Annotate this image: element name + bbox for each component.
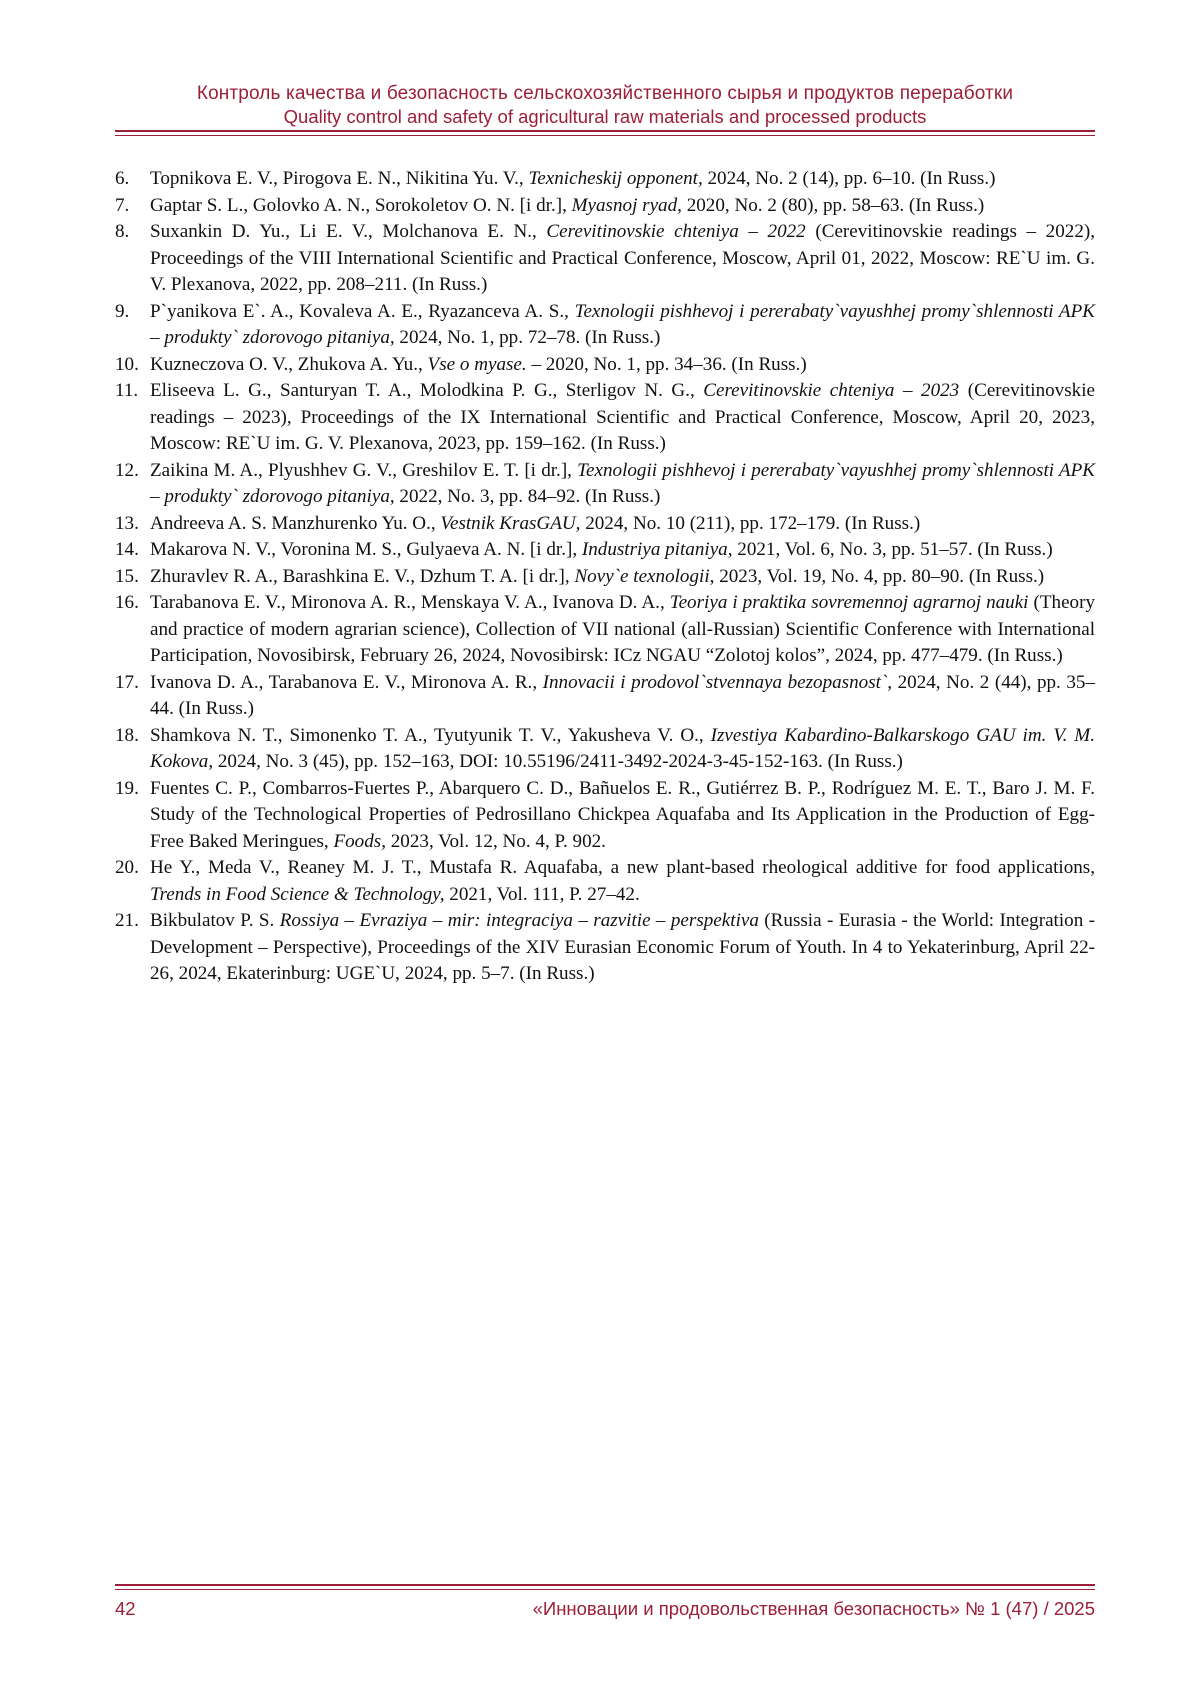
header-title-ru: Контроль качества и безопасность сельскохозяйственного сырья и продуктов переработки <box>196 83 1014 104</box>
header-rule-bottom <box>115 135 1095 136</box>
reference-authors: Bikbulatov P. S. <box>150 910 280 931</box>
reference-number: 11. <box>115 380 139 401</box>
reference-item <box>115 723 1095 776</box>
reference-source: Cerevitinovskie chteniya – 2023 <box>703 380 960 401</box>
reference-authors: Kuzneczova O. V., Zhukova A. Yu., <box>150 353 428 375</box>
reference-source: Izvestiya Kabardino-Balkarskogo GAU im. V. M. Kokova, <box>150 724 1095 772</box>
reference-authors: P`yanikova E`. A., Kovaleva A. E., Ryazanceva A. S., <box>150 300 575 322</box>
reference-details: 2021, Vol. 111, P. 27–42. <box>444 883 640 905</box>
reference-number: 18. <box>115 724 139 746</box>
reference-item <box>115 219 1095 299</box>
reference-authors: Zhuravlev R. A., Barashkina E. V., Dzhum T. A. [i dr.], <box>150 565 575 587</box>
footer-rule-top <box>115 1584 1095 1586</box>
reference-details: , 2023, Vol. 19, No. 4, pp. 80–90. (In Russ.) <box>709 565 1045 587</box>
reference-authors: Gaptar S. L., Golovko A. N., Sorokoletov O. N. [i dr.], <box>150 194 572 216</box>
reference-item <box>115 299 1095 352</box>
reference-source: Vestnik KrasGAU, <box>440 512 581 534</box>
reference-details: 2024, No. 3 (45), pp. 152–163, DOI: 10.55196/2411-3492-2024-3-45-152-163. (In Russ.) <box>213 751 903 772</box>
reference-item <box>115 193 1095 220</box>
reference-authors: Fuentes C. P., Combarros-Fuertes P., Abarquero C. D., Bañuelos E. R., Gutiérrez B. P., Rodríguez M. E. T., Baro J. M. F. Study of the Technological Properties of Pedrosillano Chickpea Aquafaba and Its Application in the Production of Egg-Free Baked Meringues, <box>150 777 1095 852</box>
reference-authors: Andreeva A. S. Manzhurenko Yu. O., <box>150 512 441 534</box>
reference-source: Innovacii i prodovol`stvennaya bezopasnost`, <box>542 671 893 693</box>
reference-item <box>115 590 1095 670</box>
reference-number: 10. <box>115 353 139 375</box>
reference-list <box>115 166 1095 988</box>
reference-details: (Theory and practice of modern agrarian science), Collection of VII national (all-Russian) Scientific Conference with International Participation, Novosibirsk, February 26, 2024, Novosibirsk: ICz NGAU “Zolotoj kolos”, 2024, pp. 477–479. (In Russ.) <box>150 592 1095 666</box>
reference-details: 2024, No. 2 (14), pp. 6–10. (In Russ.) <box>702 168 996 189</box>
reference-details: 2023, Vol. 12, No. 4, P. 902. <box>385 830 606 852</box>
reference-source: Texnologii pishhevoj i pererabaty`vayushhej promy`shlennosti APK – produkty` zdorovogo pitaniya, <box>150 300 1095 348</box>
reference-details: 2024, No. 1, pp. 72–78. (In Russ.) <box>394 327 661 348</box>
reference-number: 6. <box>115 168 130 189</box>
reference-details: , 2022, No. 3, pp. 84–92. (In Russ.) <box>389 486 661 507</box>
reference-item <box>115 511 1095 538</box>
journal-citation: «Инновации и продовольственная безопасность» № 1 (47) / 2025 <box>532 1598 1095 1619</box>
reference-number: 19. <box>115 777 139 799</box>
reference-authors: Zaikina M. A., Plyushhev G. V., Greshilov E. T. [i dr.], <box>150 459 578 481</box>
header-title-en: Quality control and safety of agricultural raw materials and processed products <box>283 106 927 127</box>
header-rule-top <box>115 130 1095 132</box>
reference-item <box>115 166 1095 193</box>
reference-item <box>115 670 1095 723</box>
reference-details: (Russia - Eurasia - the World: Integration - Development – Perspective), Proceedings of the XIV Eurasian Economic Forum of Youth. In 4 to Yekaterinburg, April 22-26, 2024, Ekaterinburg: UGE`U, 2024, pp. 5–7. (In Russ.) <box>150 910 1096 984</box>
reference-details: 2021, Vol. 6, No. 3, pp. 51–57. (In Russ.) <box>732 539 1053 560</box>
reference-source: Teoriya i praktika sovremennoj agrarnoj nauki <box>669 592 1029 613</box>
reference-source: Myasnoj ryad, <box>571 194 682 216</box>
reference-details: 2024, No. 2 (44), pp. 35–44. (In Russ.) <box>150 671 1095 719</box>
reference-source: Texnicheskij opponent, <box>528 168 703 189</box>
reference-number: 8. <box>115 221 130 242</box>
reference-source: Rossiya – Evraziya – mir: integraciya – razvitie – perspektiva <box>279 910 759 931</box>
reference-item <box>115 776 1095 856</box>
reference-number: 7. <box>115 194 130 216</box>
footer-rule-bottom <box>115 1589 1095 1590</box>
reference-details: 2024, No. 10 (211), pp. 172–179. (In Russ.) <box>580 512 921 534</box>
reference-number: 17. <box>115 671 139 693</box>
reference-item <box>115 564 1095 591</box>
reference-authors: Makarova N. V., Voronina M. S., Gulyaeva A. N. [i dr.], <box>150 539 582 560</box>
reference-source: Industriya pitaniya, <box>581 539 733 560</box>
reference-authors: He Y., Meda V., Reaney M. J. T., Mustafa R. Aquafaba, a new plant-based rheological additive for food applications, <box>150 857 1095 878</box>
reference-details: (Cerevitinovskie readings – 2022), Proceedings of the VIII International Scientific and Practical Conference, Moscow, April 01, 2022, Moscow: RE`U im. G. V. Plexanova, 2022, pp. 208–211. (In Russ.) <box>150 221 1095 295</box>
reference-source: Vse o myase. <box>427 353 527 375</box>
reference-number: 14. <box>115 539 139 560</box>
running-header <box>115 82 1095 128</box>
reference-source: Cerevitinovskie chteniya – 2022 <box>546 221 806 242</box>
reference-item <box>115 352 1095 379</box>
reference-authors: Topnikova E. V., Pirogova E. N., Nikitina Yu. V., <box>150 168 529 189</box>
reference-number: 16. <box>115 592 139 613</box>
reference-item <box>115 458 1095 511</box>
reference-authors: Suxankin D. Yu., Li E. V., Molchanova E. N., <box>150 221 547 242</box>
reference-authors: Ivanova D. A., Tarabanova E. V., Mironova A. R., <box>150 671 543 693</box>
reference-number: 9. <box>115 300 130 322</box>
reference-number: 20. <box>115 857 139 878</box>
reference-authors: Tarabanova E. V., Mironova A. R., Menskaya V. A., Ivanova D. A., <box>150 592 670 613</box>
reference-number: 21. <box>115 910 139 931</box>
reference-item <box>115 537 1095 564</box>
reference-details: 2020, No. 2 (80), pp. 58–63. (In Russ.) <box>681 194 985 216</box>
reference-details: – 2020, No. 1, pp. 34–36. (In Russ.) <box>526 353 807 375</box>
page-number: 42 <box>115 1598 136 1619</box>
reference-details: (Cerevitinovskie readings – 2023), Proceedings of the IX International Scientific and Practical Conference, Moscow, April 20, 2023, Moscow: RE`U im. G. V. Plexanova, 2023, pp. 159–162. (In Russ.) <box>150 380 1095 454</box>
reference-authors: Eliseeva L. G., Santuryan T. A., Molodkina P. G., Sterligov N. G., <box>150 380 704 401</box>
reference-number: 13. <box>115 512 139 534</box>
reference-source: Trends in Food Science & Technology, <box>150 883 445 905</box>
reference-authors: Shamkova N. T., Simonenko T. A., Tyutyunik T. V., Yakusheva V. O., <box>150 724 711 746</box>
reference-item <box>115 378 1095 458</box>
reference-source: Foods, <box>333 830 386 852</box>
reference-source: Texnologii pishhevoj i pererabaty`vayushhej promy`shlennosti APK – produkty` zdorovogo pitaniya <box>150 459 1095 507</box>
reference-source: Novy`e texnologii <box>574 565 710 587</box>
reference-item <box>115 908 1095 988</box>
reference-number: 15. <box>115 565 139 587</box>
reference-item <box>115 855 1095 908</box>
reference-number: 12. <box>115 459 139 481</box>
